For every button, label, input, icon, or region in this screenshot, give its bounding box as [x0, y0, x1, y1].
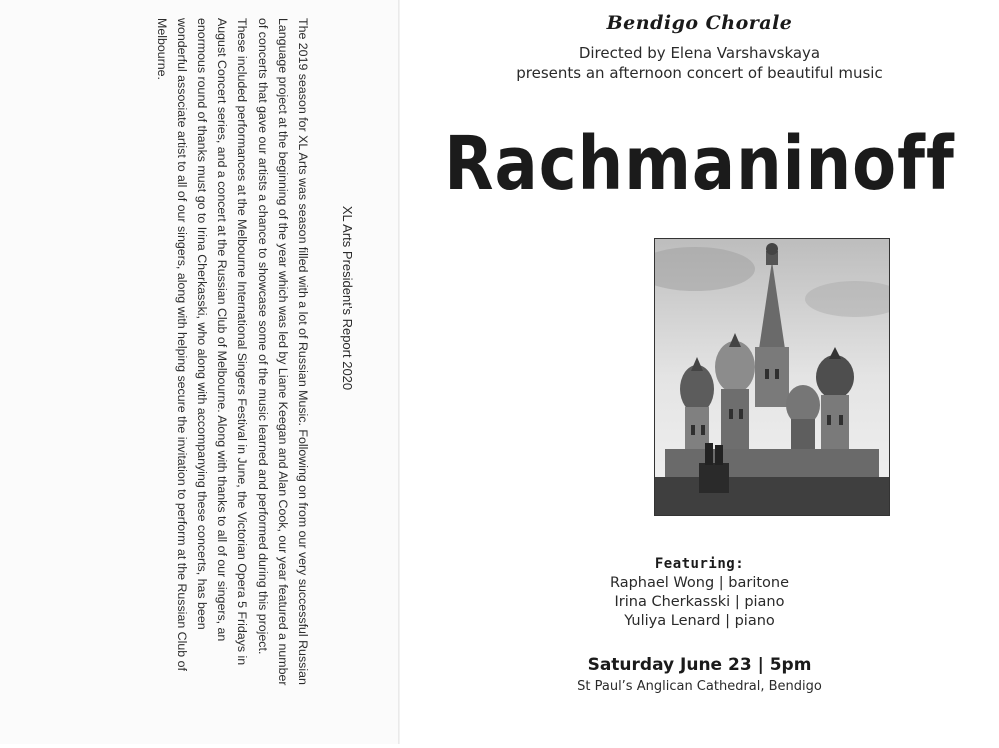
report-line: wonderful associate artist to all of our singers, along with helping secure the invitation to perform at the Russian Club of [174, 18, 189, 671]
director-line: Directed by Elena Varshavskaya [578, 44, 821, 62]
cathedral-photo [654, 238, 890, 516]
presents-line: presents an afternoon concert of beautiful music [516, 64, 883, 82]
event-date: Saturday June 23 | 5pm [587, 655, 812, 675]
concert-title: Rachmaninoff [444, 122, 955, 208]
report-line: August Concert series, and a concert at the Russian Club of Melbourne. Along with thanks to all of our singers, an [215, 18, 230, 642]
performer-line: Raphael Wong | baritone [609, 575, 790, 591]
performer-line: Yuliya Lenard | piano [624, 613, 775, 629]
report-line: of concerts that gave our artists a chance to showcase some of the music learned and performed during this project. [255, 18, 270, 655]
report-body [151, 18, 313, 748]
concert-flyer [400, 0, 999, 744]
performer-line: Irina Cherkasski | piano [614, 594, 785, 610]
report-line: The 2019 season for XL Arts was season filled with a lot of Russian Music. Following on from our very successful Russian [296, 18, 310, 685]
report-line: Language project at the beginning of the year which was led by Liane Keegan and Alan Cook, our year featured a number [275, 18, 290, 686]
choir-name: Bendigo Chorale [606, 12, 793, 34]
featuring-heading: Featuring: [654, 556, 745, 572]
cathedral-illustration [655, 239, 889, 515]
report-page [0, 0, 398, 744]
report-line: Melbourne. [154, 18, 169, 80]
event-venue: St Paul’s Anglican Cathedral, Bendigo [577, 679, 822, 694]
report-line: enormous round of thanks must go to Irina Cherkasski, who along with accompanying these concerts, has been [194, 18, 209, 630]
report-line: These included performances at the Melbourne International Singers Festival in June, the Victorian Opera 5 Fridays in [235, 18, 250, 666]
report-title: XL Arts President’s Report 2020 [340, 205, 355, 391]
